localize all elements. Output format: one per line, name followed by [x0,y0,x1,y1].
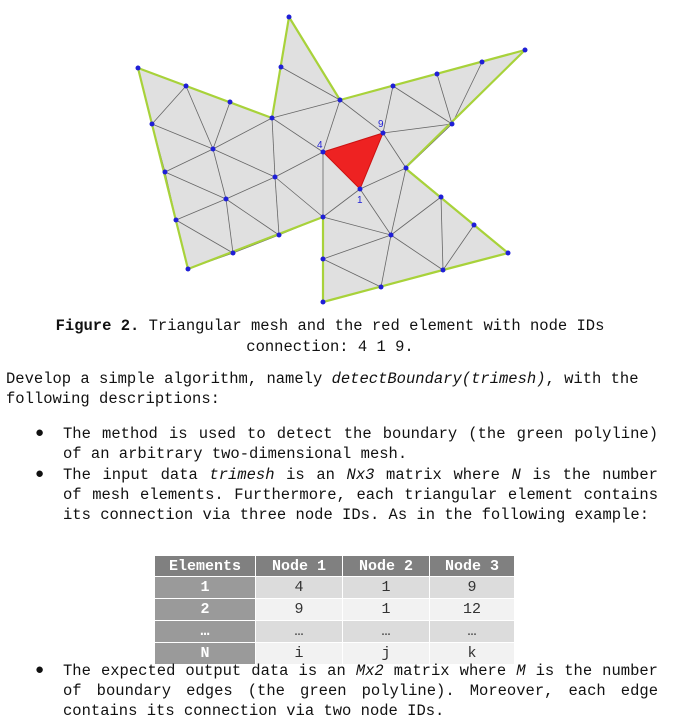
example-table [154,555,515,665]
var-n: N [511,466,521,484]
var-trimesh: trimesh [209,466,275,484]
function-name: detectBoundary(trimesh) [331,370,546,388]
bullet-dot: ● [35,662,45,679]
var-m: M [516,662,526,680]
table-cell: k [430,643,515,665]
bullet-text: is an [274,466,347,484]
bullet-input [35,465,658,525]
bullet-text: The input data [63,466,210,484]
table-cell: 9 [430,577,515,599]
table-cell: N [155,643,256,665]
table-header-row [155,556,515,577]
table-cell: 1 [155,577,256,599]
var-mx2: Mx2 [355,662,384,680]
node-label-4: 4 [317,140,323,151]
header-node-2: Node 2 [343,556,430,577]
table-cell: 9 [256,599,343,621]
bullet-dot: ● [35,425,45,442]
bullet-text: is the number of mesh elements. Furthermore, each triangular element contains its connection via three node IDs. As in the following example: [63,466,658,524]
table-cell: … [343,621,430,643]
table-cell: … [256,621,343,643]
intro-after: , with the following descriptions: [6,370,639,408]
bullet-dot: ● [35,466,45,483]
bullet-text: The expected output data is an [63,662,356,680]
caption-label: Figure 2. [55,317,140,335]
table-cell: 4 [256,577,343,599]
intro-before: Develop a simple algorithm, namely [6,370,332,388]
bullet-text: matrix where [374,466,512,484]
table-cell: … [155,621,256,643]
caption-text: Triangular mesh and the red element with node IDs connection: 4 1 9. [148,317,605,356]
header-elements: Elements [155,556,256,577]
table-cell: i [256,643,343,665]
header-node-1: Node 1 [256,556,343,577]
table-cell: 12 [430,599,515,621]
table-cell: 1 [343,577,430,599]
table-row [155,577,515,599]
node-label-9: 9 [378,119,384,130]
var-nx3: Nx3 [346,466,375,484]
bullet-text: is the number of boundary edges (the green polyline). Moreover, each edge contains its connection via two node IDs. [63,662,658,720]
bullet-text: The method is used to detect the boundary (the green polyline) of an arbitrary two-dimensional mesh. [63,425,658,463]
bullet-text: matrix where [383,662,517,680]
bullet-method [35,424,658,464]
table-cell: 1 [343,599,430,621]
header-node-3: Node 3 [430,556,515,577]
table-cell: … [430,621,515,643]
intro-paragraph [6,369,676,409]
figure-caption [0,316,660,358]
table-cell: j [343,643,430,665]
table-row [155,599,515,621]
triangular-mesh-figure [0,0,691,312]
node-label-1: 1 [357,195,363,206]
bullet-output [35,661,658,721]
table-row [155,621,515,643]
table-cell: 2 [155,599,256,621]
